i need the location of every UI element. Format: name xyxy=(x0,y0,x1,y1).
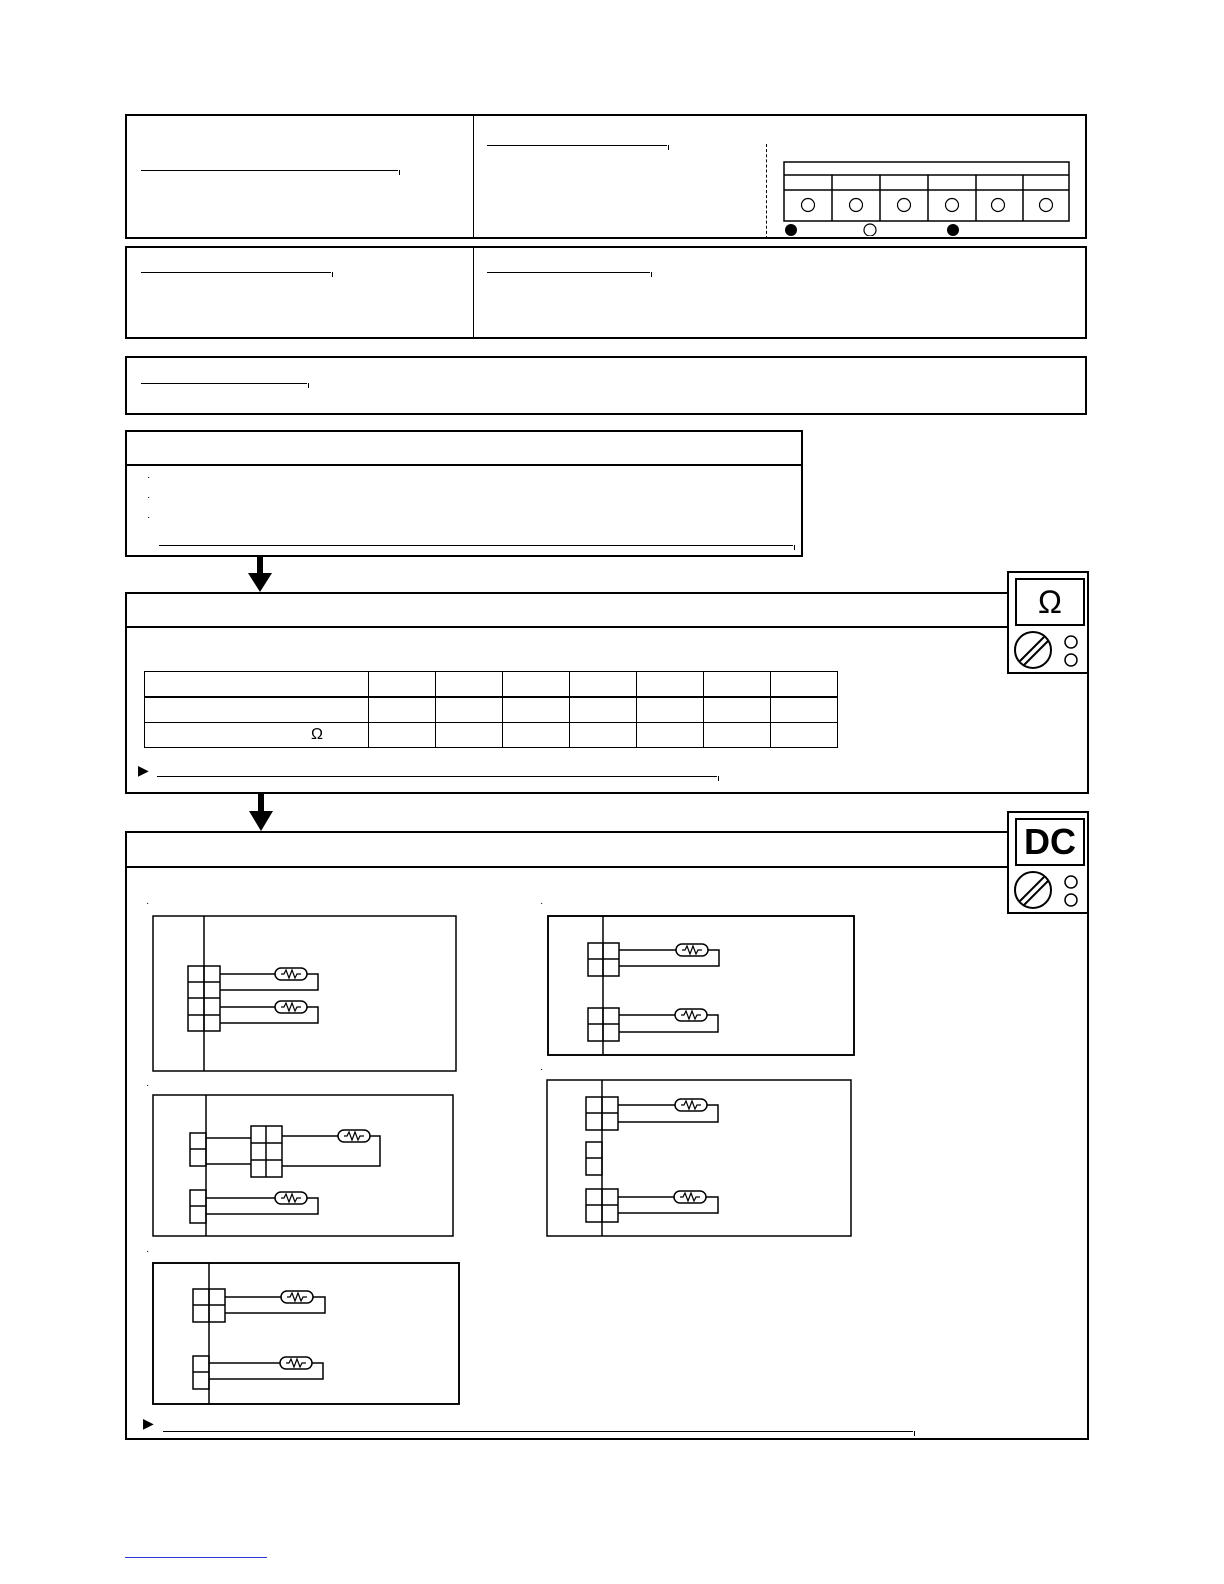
thermistor-icon xyxy=(675,1009,707,1021)
result-marker-icon: ▶ xyxy=(143,1415,154,1431)
diagram-bullet-2: · xyxy=(540,898,544,909)
thermistor-icon xyxy=(275,1192,307,1204)
ohm-symbol: Ω xyxy=(1038,583,1062,620)
ohm-unit-label: Ω xyxy=(311,726,323,743)
footer-link[interactable] xyxy=(125,1557,267,1558)
thermistor-icon xyxy=(675,1099,707,1111)
checklist-bullet-2: · xyxy=(147,492,151,503)
wiring-diagram-a xyxy=(153,916,456,1071)
thermistor-icon xyxy=(676,944,708,956)
checklist-bullet-3: · xyxy=(147,512,151,523)
wiring-diagram-c xyxy=(153,1095,453,1236)
wiring-diagram-e xyxy=(153,1263,459,1404)
diagram-bullet-5: · xyxy=(146,1246,150,1257)
dc-label: DC xyxy=(1024,821,1076,862)
checklist-bullet-1: · xyxy=(147,472,151,483)
wiring-diagram-b xyxy=(548,916,854,1055)
result-marker-icon: ▶ xyxy=(138,762,149,778)
thermistor-icon xyxy=(275,1001,307,1013)
thermistor-icon xyxy=(338,1130,370,1142)
thermistor-icon xyxy=(674,1191,706,1203)
diagram-bullet-4: · xyxy=(540,1064,544,1075)
thermistor-icon xyxy=(275,968,307,980)
thermistor-icon xyxy=(281,1291,313,1303)
diagram-bullet-1: · xyxy=(146,898,150,909)
thermistor-icon xyxy=(280,1357,312,1369)
diagram-bullet-3: · xyxy=(146,1080,150,1091)
